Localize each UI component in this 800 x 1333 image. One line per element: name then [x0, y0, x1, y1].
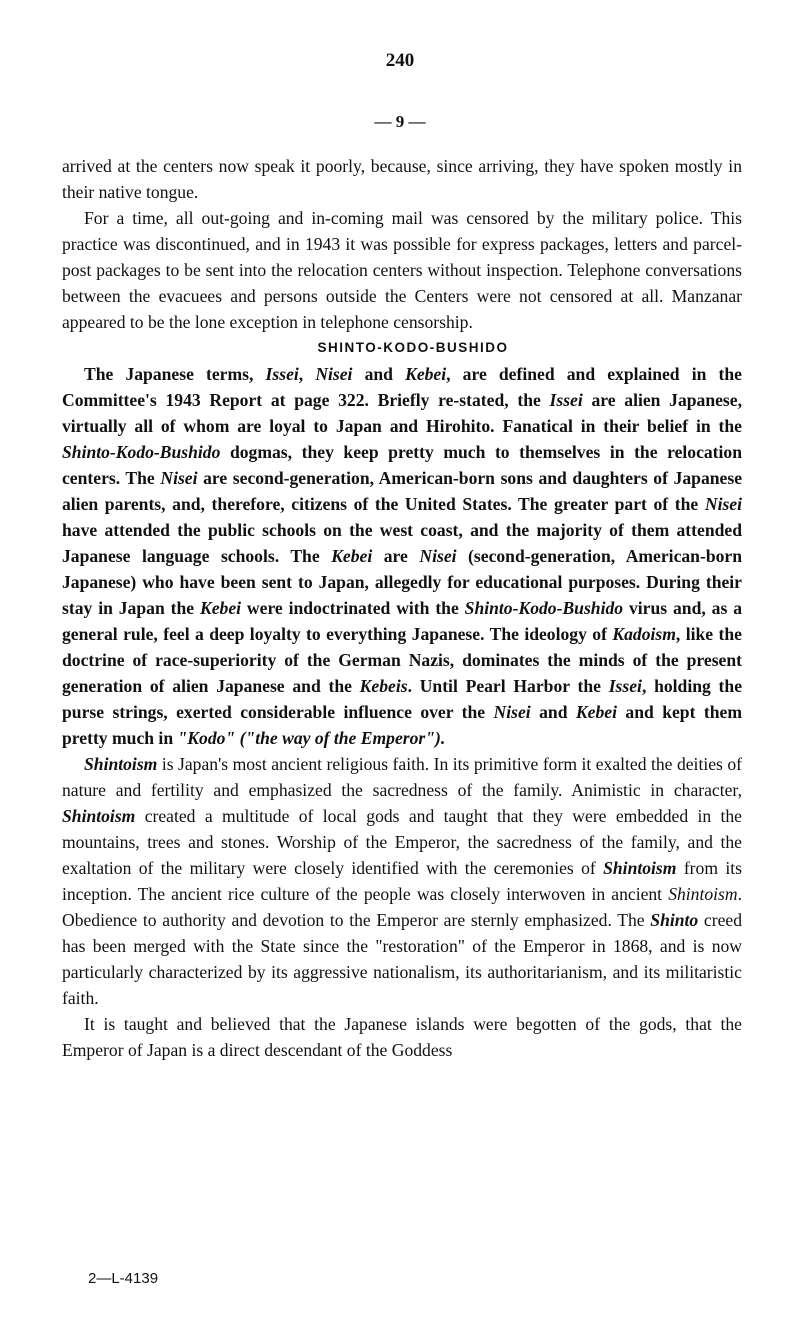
paragraph-japanese-islands: It is taught and believed that the Japanese islands were begotten of the gods, that the Emperor of Japan is a direct descendant of the Goddess — [62, 1014, 742, 1060]
paragraph-continued: arrived at the centers now speak it poorly, because, since arriving, they have spoken mostly in their native tongue. — [62, 156, 742, 202]
body-text — [62, 153, 742, 1063]
paragraph-japanese-terms: The Japanese terms, Issei, Nisei and Kebei, are defined and explained in the Committee's 1943 Report at page 322. Briefly re-stated, the Issei are alien Japanese, virtually all of whom are loyal to Japan and Hirohito. Fanatical in their belief in the Shinto-Kodo-Bushido dogmas, they keep pretty much to themselves in the relocation centers. The Nisei are second-generation, American-born sons and daughters of Japanese alien parents, and, therefore, citizens of the United States. The greater part of the Nisei have attended the public schools on the west coast, and the majority of them attended Japanese language schools. The Kebei are Nisei (second-generation, American-born Japanese) who have been sent to Japan, allegedly for educational purposes. During their stay in Japan the Kebei were indoctrinated with the Shinto-Kodo-Bushido virus and, as a general rule, feel a deep loyalty to everything Japanese. The ideology of Kadoism, like the doctrine of race-superiority of the German Nazis, dominates the minds of the present generation of alien Japanese and the Kebeis. Until Pearl Harbor the Issei, holding the purse strings, exerted considerable influence over the Nisei and Kebei and kept them pretty much in "Kodo" ("the way of the Emperor"). — [62, 364, 743, 748]
section-heading: SHINTO-KODO-BUSHIDO — [317, 340, 509, 355]
section-mark: — 9 — — [374, 112, 426, 131]
paragraph-shintoism: Shintoism is Japan's most ancient religious faith. In its primitive form it exalted the deities of nature and fertility and emphasized the sacredness of the family. Animistic in character, Shintoism created a multitude of local gods and taught that they were embedded in the mountains, trees and stones. Worship of the Emperor, the sacredness of the family, and the exaltation of the military were closely identified with the ceremonies of Shintoism from its inception. The ancient rice culture of the people was closely interwoven in ancient Shintoism. Obedience to authority and devotion to the Emperor are sternly emphasized. The Shinto creed has been merged with the State since the "restoration" of the Emperor in 1868, and is now particularly characterized by its aggressive nationalism, its authoritarianism, and its militaristic faith. — [62, 754, 743, 1008]
paragraph-mail-censorship: For a time, all out-going and in-coming mail was censored by the military police. This practice was discontinued, and in 1943 it was possible for express packages, letters and parcel-post packages to be sent into the relocation centers without inspection. Telephone conversations between the evacuees and persons outside the Centers were not censored at all. Manzanar appeared to be the lone exception in telephone censorship. — [62, 208, 742, 332]
footer-code: 2—L-4139 — [88, 1270, 159, 1287]
page-number: 240 — [385, 50, 415, 71]
